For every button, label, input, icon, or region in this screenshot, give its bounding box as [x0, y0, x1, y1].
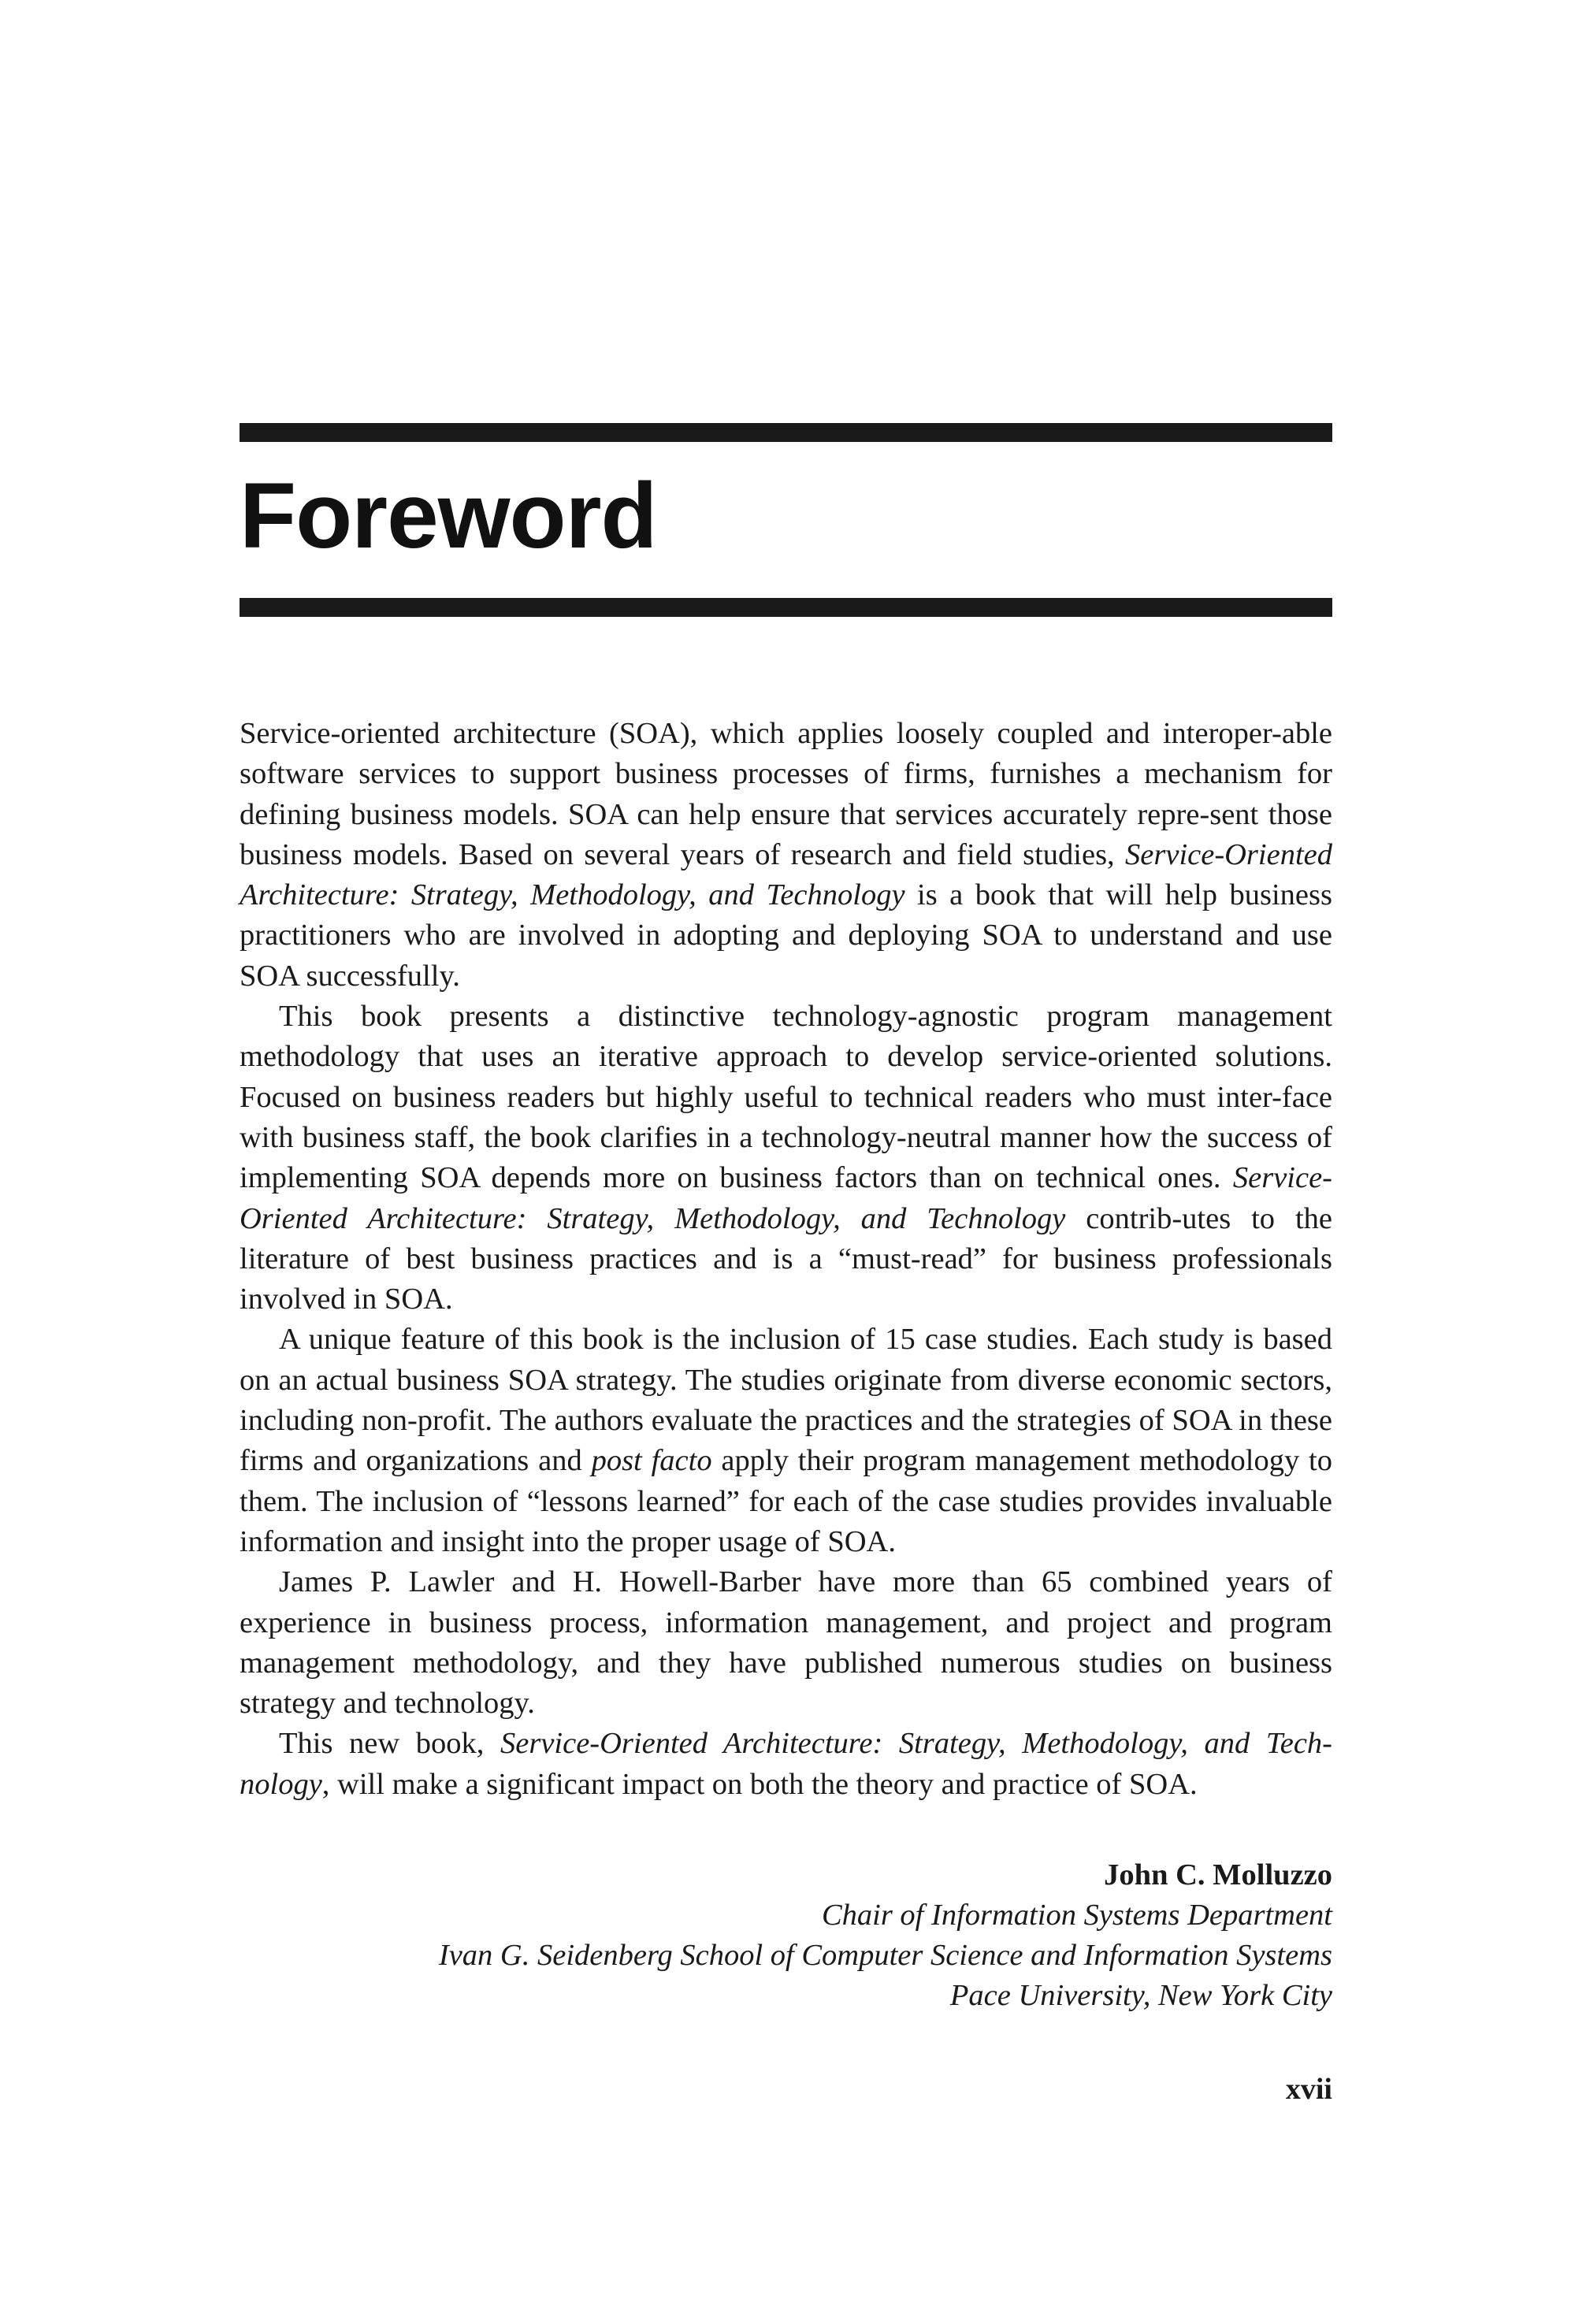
page-number: xvii [1285, 2073, 1332, 2106]
paragraph-text: James P. Lawler and H. Howell-Barber have more than 65 combined years of experience in business process, information management, and project and program management methodology, and they have published numerous studies on business strategy and technology. [240, 1565, 1332, 1721]
signature-title: Chair of Information Systems Department [821, 1899, 1332, 1932]
paragraph-text: contrib-utes to the literature of best business practices and is a “must-read” for business professionals involved in SOA. [240, 1201, 1332, 1316]
paragraph [240, 997, 1332, 1320]
book-title-italic: Service-Oriented Architecture: Strategy, Methodology, and Tech-nology [240, 1727, 1332, 1801]
paragraph [240, 714, 1332, 997]
signature-name: John C. Molluzzo [1104, 1858, 1332, 1891]
foreword-body [240, 714, 1332, 1805]
title-rule-top [240, 423, 1332, 442]
signature-institution: Pace University, New York City [949, 1979, 1332, 2012]
paragraph-text: A unique feature of this book is the inclusion of 15 case studies. Each study is based on an actual business SOA strategy. The studies originate from diverse economic sectors, including non-profit. The authors evaluate the practices and the strategies of SOA in these firms and organizations and [240, 1323, 1332, 1478]
paragraph [240, 1320, 1332, 1562]
title-rule-bottom [240, 598, 1332, 617]
chapter-title: Foreword [240, 464, 657, 568]
paragraph [240, 1562, 1332, 1724]
book-title-italic: Service-Oriented Architecture: Strategy, Methodology, and Technology [240, 1161, 1332, 1235]
latin-phrase-italic: post facto [591, 1444, 712, 1478]
book-page [240, 0, 1332, 2324]
paragraph-text: is a book that will help business practitioners who are involved in adopting and deploying SOA to understand and use SOA successfully. [240, 878, 1332, 993]
paragraph-text: This new book, [279, 1727, 501, 1761]
signature-school: Ivan G. Seidenberg School of Computer Science and Information Systems [438, 1939, 1332, 1972]
paragraph [240, 1724, 1332, 1805]
signature-block [240, 1855, 1332, 2016]
paragraph-text: apply their program management methodology to them. The inclusion of “lessons learned” for each of the case studies provides invaluable information and insight into the proper usage of SOA. [240, 1444, 1332, 1558]
paragraph-text: , will make a significant impact on both the theory and practice of SOA. [321, 1767, 1198, 1801]
book-title-italic: Service-Oriented Architecture: Strategy, Methodology, and Technology [240, 837, 1332, 912]
paragraph-text: Service-oriented architecture (SOA), which applies loosely coupled and interoper-able software services to support business processes of firms, furnishes a mechanism for defining business models. SOA can help ensure that services accurately repre-sent those business models. Based on several years of research and field studies, [240, 717, 1332, 871]
paragraph-text: This book presents a distinctive technology-agnostic program management methodology that uses an iterative approach to develop service-oriented solutions. Focused on business readers but highly useful to technical readers who must inter-face with business staff, the book clarifies in a technology-neutral manner how the success of implementing SOA depends more on business factors than on technical ones. [240, 1000, 1332, 1195]
